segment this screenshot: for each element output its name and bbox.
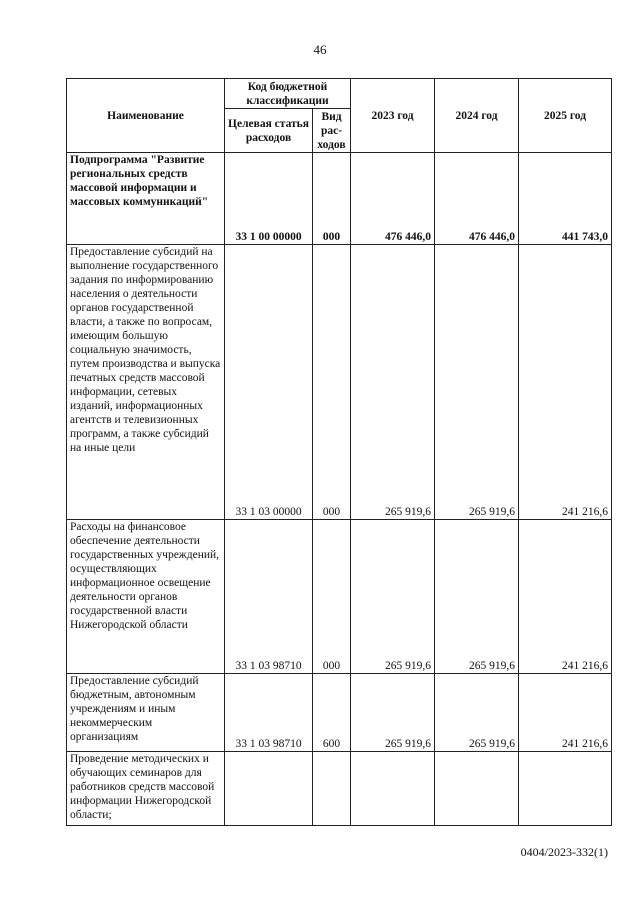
header-2024: 2024 год	[435, 79, 519, 153]
row-expense-kind: 000	[313, 520, 351, 674]
table-row	[67, 752, 612, 826]
row-amount-2025: 241 216,6	[519, 520, 612, 674]
row-target-code: 33 1 00 00000	[225, 153, 313, 245]
row-amount-2025: 441 743,0	[519, 153, 612, 245]
row-amount-2024: 265 919,6	[435, 520, 519, 674]
row-target-code: 33 1 03 98710	[225, 674, 313, 752]
row-amount-2023: 476 446,0	[351, 153, 435, 245]
budget-table	[66, 78, 612, 826]
page-number: 46	[313, 42, 327, 57]
row-target-code: 33 1 03 98710	[225, 520, 313, 674]
row-name: Подпрограмма "Развитие региональных средств массовой информации и массовых коммуникаций"	[67, 153, 225, 245]
row-amount-2023: 265 919,6	[351, 674, 435, 752]
header-row-top	[67, 79, 612, 109]
row-expense-kind: 000	[313, 153, 351, 245]
row-amount-2025: 241 216,6	[519, 674, 612, 752]
row-amount-2025	[519, 752, 612, 826]
header-2023: 2023 год	[351, 79, 435, 153]
row-expense-kind: 000	[313, 245, 351, 520]
row-amount-2024: 476 446,0	[435, 153, 519, 245]
header-2025: 2025 год	[519, 79, 612, 153]
row-amount-2023: 265 919,6	[351, 245, 435, 520]
document-code: 0404/2023-332(1)	[520, 845, 608, 859]
row-name: Проведение методических и обучающих семинаров для работников средств массовой информации Нижегородской области;	[67, 752, 225, 826]
row-amount-2024: 265 919,6	[435, 245, 519, 520]
table-row	[67, 245, 612, 520]
header-budget-classification: Код бюджетной классификации	[225, 79, 351, 109]
row-name: Предоставление субсидий на выполнение государственного задания по информированию населения о деятельности органов государственной власти, а также по вопросам, имеющим большую социальную значимость, путем производства и выпуска печатных средств массовой информации, сетевых изданий, информационных агентств и телевизионных программ, а также субсидий на иные цели	[67, 245, 225, 520]
header-target-article: Целевая статья расходов	[225, 109, 313, 153]
row-expense-kind: 600	[313, 674, 351, 752]
row-amount-2023	[351, 752, 435, 826]
table-row	[67, 153, 612, 245]
table-row	[67, 520, 612, 674]
row-name: Расходы на финансовое обеспечение деятельности государственных учреждений, осуществляющих информационное освещение деятельности органов государственной власти Нижегородской области	[67, 520, 225, 674]
row-target-code: 33 1 03 00000	[225, 245, 313, 520]
header-expense-kind: Вид рас-ходов	[313, 109, 351, 153]
row-amount-2024: 265 919,6	[435, 674, 519, 752]
row-amount-2024	[435, 752, 519, 826]
row-amount-2025: 241 216,6	[519, 245, 612, 520]
row-expense-kind	[313, 752, 351, 826]
table-row	[67, 674, 612, 752]
row-target-code	[225, 752, 313, 826]
header-name: Наименование	[67, 79, 225, 153]
row-amount-2023: 265 919,6	[351, 520, 435, 674]
row-name: Предоставление субсидий бюджетным, автономным учреждениям и иным некоммерческим организациям	[67, 674, 225, 752]
